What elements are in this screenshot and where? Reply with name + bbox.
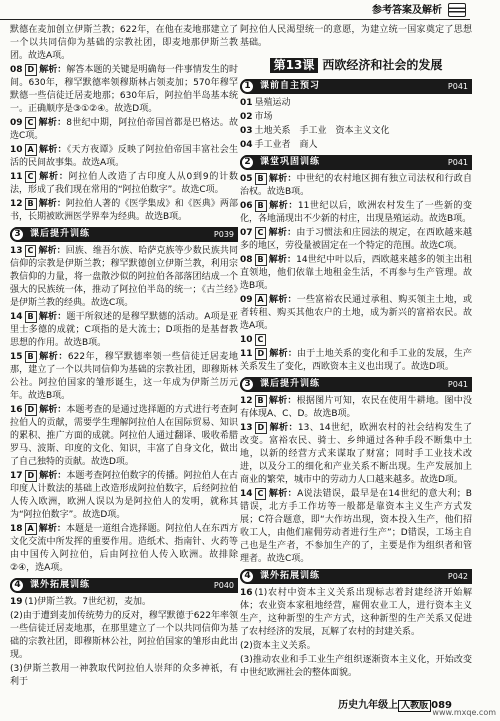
item-text: (3)推动农业和手工业生产组织逐渐资本主义化，开始改变中世纪欧洲社会的整体面貌。 <box>240 655 472 678</box>
analysis-label: 解析： <box>39 405 67 415</box>
answer-item <box>10 596 238 609</box>
answer-item <box>10 610 238 662</box>
answer-letter: D <box>25 404 38 416</box>
item-text: 根据图片可知，农民在使用牛耕地。图中没有体现A、C、D。故选B项。 <box>240 396 472 419</box>
section-page: P041 <box>447 158 468 167</box>
item-text: 本题考查的是通过选择题的方式进行考查阿拉伯人的贡献，需要学生理解阿拉伯人在国际贸易、知识的累积、推广方面的成就。阿拉伯人通过翻译、吸收希腊罗马、波斯、印度的文化、知识，丰富了自身文化，做出了自己独特的贡献。故选D项。 <box>10 405 238 467</box>
analysis-label: 解析： <box>39 471 67 481</box>
analysis-label: 解析： <box>38 524 66 534</box>
item-number: 13 <box>240 423 253 433</box>
section-banner <box>10 578 238 593</box>
item-text: 本题考查阿拉伯数字的传播。阿拉伯人在古印度人计数法的基础上改造形成阿拉伯数字，后经阿拉伯人传入欧洲，欧洲人误以为是阿拉伯人的发明，就称其为“阿拉伯数字”。故选D项。 <box>10 471 238 520</box>
item-number: 14 <box>10 312 23 322</box>
answer-item <box>10 144 238 170</box>
answer-item <box>240 488 472 566</box>
answer-letter: A <box>25 144 37 156</box>
left-column <box>10 24 238 690</box>
answer-letter: C <box>25 117 37 129</box>
item-text: 13、14世纪，欧洲农村的社会结构发生了改变。富裕农民、骑士、乡绅通过各种手段不断集中土地，以新的经营方式来谋取了财富；同时手工业技术改进，以及分工的细化和产业关系不断出现。生产发展加上商业的繁荣，城市中的劳动力人口越来越多。故选D项。 <box>240 423 472 485</box>
header-title: 参考答案及解析 <box>372 5 442 16</box>
answer-letter: C <box>255 334 267 346</box>
item-text: 《天方夜谭》反映了阿拉伯帝国丰富社会生活的民间故事集。故选A项。 <box>10 145 238 168</box>
right-column <box>240 24 472 681</box>
item-number: 08 <box>240 255 253 265</box>
section-label: 课堂巩固训练 <box>260 157 321 167</box>
item-text: (2)由于遭到麦加传统势力的反对，穆罕默德于622年率领一些信徒迁居麦地那，在那里建立了一个以共同信仰为基础的宗教社团，即穆斯林公社，阿拉伯国家的雏形由此出现。 <box>10 611 238 660</box>
footer-course: 历史九年级上 <box>338 700 399 711</box>
item-text: 由于土地关系的变化和手工业的发展，生产关系发生了变化，西欧资本主义也出现了。故选D项。 <box>240 349 472 372</box>
analysis-label: 解析： <box>268 228 297 238</box>
item-number: 18 <box>10 524 23 534</box>
item-number: 13 <box>10 246 23 256</box>
section-banner <box>240 155 472 170</box>
section-badge: 2 <box>240 155 255 170</box>
section-badge: 1 <box>240 79 255 94</box>
item-number: 17 <box>10 471 23 481</box>
item-text: 垦殖运动 <box>254 98 291 108</box>
answer-item <box>10 117 238 143</box>
item-text: 14世纪中叶以后，西欧越来越多的领主出租直领地，他们依靠土地租金生活，不再参与生产管理。故选B项。 <box>240 255 472 291</box>
section-badge: 3 <box>240 377 255 392</box>
analysis-label: 解析： <box>39 65 67 75</box>
answer-letter: B <box>255 395 267 407</box>
answer-letter: C <box>25 245 37 257</box>
page-header <box>0 0 500 22</box>
item-text: 622年，穆罕默德率领一些信徒迁居麦地那，建立了一个以共同信仰为基础的宗教社团，即穆斯林公社。阿拉伯国家的雏形诞生，这一年成为伊斯兰历元年。故选B项。 <box>10 352 238 401</box>
section-page: P041 <box>447 380 468 389</box>
item-text: 中世纪的农村地区拥有独立司法权和行政自治权。故选B项。 <box>240 174 472 197</box>
section-label: 课前自主预习 <box>260 81 321 91</box>
section-page: P039 <box>213 230 234 239</box>
item-text: 11世纪以后，欧洲农村发生了一些新的变化，各地涌现出不少新的村庄，出现垦殖运动。故选B项。 <box>240 201 472 224</box>
answer-letter: B <box>25 351 37 363</box>
answer-item <box>240 422 472 487</box>
item-text: (1)农村中资本主义关系出现标志着封建经济开始解体；农业资本家租地经营，雇佣农业工人，进行资本主义生产，这种新型的生产方式，这种新型的生产关系又促进了农村经济的发展，瓦解了农村的封建关系。 <box>240 588 472 637</box>
section-label: 课外拓展训练 <box>30 580 91 590</box>
item-text: (2)资本主义关系。 <box>240 641 316 651</box>
answer-item <box>240 111 472 124</box>
item-text: 回族、维吾尔族、哈萨克族等少数民族共同信仰的宗教是伊斯兰教；穆罕默德创立伊斯兰教，利用宗教信仰的力量，将一盘散沙似的阿拉伯各部落团结成一个强大的民族统一体，推动了阿拉伯半岛的统一；《古兰经》是伊斯兰教的经典。故选C项。 <box>10 246 238 308</box>
header-rule <box>0 19 470 20</box>
item-number: 15 <box>10 352 23 362</box>
item-text: 题干所叙述的是穆罕默德的活动。A项是亚里士多德的成就；C项指的是大流士；D项指的是基督教思想的作用。故选B项。 <box>10 312 238 348</box>
section-badge: 4 <box>240 569 255 584</box>
section-badge: 4 <box>10 578 25 593</box>
item-number: 14 <box>240 489 253 499</box>
item-text: 土地关系 手工业 资本主义文化 <box>254 126 390 136</box>
item-text: 一些富裕农民通过承租、购买领主土地，或者转租、购买其他农户的土地，成为新兴的富裕农民。故选A项。 <box>240 295 472 331</box>
item-number: 11 <box>10 172 23 182</box>
analysis-label: 解析： <box>38 145 67 155</box>
book-icon <box>448 3 466 17</box>
analysis-label: 解析： <box>38 118 67 128</box>
item-text: 由于习惯法和庄园法的规定，在西欧越来越多的地区，劳役量被固定在一个特定的范围。故选C项。 <box>240 228 472 251</box>
item-number: 06 <box>240 201 253 211</box>
answer-item <box>240 654 472 680</box>
answer-letter: D <box>25 470 38 482</box>
answer-item <box>240 395 472 421</box>
item-number: 12 <box>10 199 23 209</box>
footer-grade: 人教版 <box>398 700 431 712</box>
item-number: 16 <box>240 588 253 598</box>
answer-item <box>10 64 238 116</box>
item-number: 10 <box>10 145 23 155</box>
item-text: (3)伊斯兰教用一神教取代阿拉伯人崇拜的众多神祇，有利于 <box>10 664 238 687</box>
answer-item <box>240 587 472 639</box>
item-number: 16 <box>10 405 23 415</box>
answer-letter: D <box>255 348 268 360</box>
answer-item <box>10 470 238 522</box>
lesson-title <box>240 58 472 73</box>
watermark: www.mxqe.com <box>432 708 496 717</box>
answer-letter: C <box>25 171 37 183</box>
answer-item <box>10 311 238 350</box>
item-number: 02 <box>240 112 253 122</box>
answer-item <box>240 139 472 152</box>
answer-letter: D <box>25 64 38 76</box>
analysis-label: 解析： <box>38 172 69 182</box>
answer-letter: D <box>255 422 268 434</box>
answer-item <box>10 404 238 469</box>
section-banner <box>240 79 472 94</box>
item-text: 手工业者 商人 <box>254 140 318 150</box>
answer-item <box>240 97 472 110</box>
section-page: P042 <box>447 572 468 581</box>
analysis-label: 解析： <box>268 174 297 184</box>
item-number: 04 <box>240 140 253 150</box>
answer-letter: C <box>255 488 267 500</box>
section-label: 课后提升训练 <box>30 229 91 239</box>
analysis-label: 解析： <box>268 201 298 211</box>
analysis-label: 解析： <box>38 352 68 362</box>
answer-letter: B <box>25 311 37 323</box>
analysis-label: 解析： <box>268 255 297 265</box>
section-banner <box>240 569 472 584</box>
section-banner <box>10 227 238 242</box>
item-number: 07 <box>240 228 253 238</box>
answer-letter: C <box>255 227 267 239</box>
answer-item <box>10 523 238 575</box>
answer-item <box>240 334 472 347</box>
analysis-label: 解析： <box>268 295 297 305</box>
analysis-label: 解析： <box>269 349 298 359</box>
footer-page: 089 <box>431 700 452 711</box>
answer-item <box>240 227 472 253</box>
item-number: 01 <box>240 98 253 108</box>
answer-item <box>10 24 238 63</box>
item-number: 12 <box>240 396 253 406</box>
item-number: 09 <box>10 118 23 128</box>
item-number: 09 <box>240 295 253 305</box>
item-number: 10 <box>240 335 253 345</box>
analysis-label: 解析： <box>38 312 67 322</box>
answer-item <box>10 351 238 403</box>
section-page: P041 <box>447 82 468 91</box>
item-text: 解答本题的关键是明确每一件事情发生的时间。630年，穆罕默德率领穆斯林占领麦加；570年穆罕默德一些信徒迁居麦地那；630年后，阿拉伯半岛基本统一。正确顺序是③①②④。故选D项。 <box>10 65 238 114</box>
item-number: 08 <box>10 65 23 75</box>
answer-item <box>240 294 472 333</box>
answer-item <box>240 24 472 50</box>
item-number: 05 <box>240 174 253 184</box>
answer-item <box>10 245 238 310</box>
answer-item <box>10 171 238 197</box>
item-text: 阿拉伯人民渴望统一的意愿，为建立统一国家奠定了思想基础。 <box>240 25 472 48</box>
analysis-label: 解析： <box>268 489 298 499</box>
item-text: 8世纪中期，阿拉伯帝国首都是巴格达。故选C项。 <box>10 118 238 141</box>
answer-item <box>240 348 472 374</box>
item-number: 19 <box>10 597 23 607</box>
section-badge: 3 <box>10 227 25 242</box>
item-number: 03 <box>240 126 253 136</box>
answer-letter: B <box>255 173 267 185</box>
item-text: 默德在麦加创立伊斯兰教；622年，在他在麦地那建立了一个以共同信仰为基础的宗教社团，即麦地那伊斯兰教团。故选A项。 <box>10 25 238 61</box>
answer-letter: B <box>255 254 267 266</box>
answer-letter: B <box>25 198 37 210</box>
section-page: P040 <box>213 581 234 590</box>
analysis-label: 解析： <box>269 423 298 433</box>
section-label: 课外拓展训练 <box>260 571 321 581</box>
item-text: 阿拉伯人著的《医学集成》和《医典》两部书，长期被欧洲医学界奉为经典。故选B项。 <box>10 199 238 222</box>
answer-item <box>240 254 472 293</box>
answer-item <box>240 173 472 199</box>
answer-item <box>240 125 472 138</box>
lesson-number: 第13课 <box>270 58 319 73</box>
item-text: A说法错误，最早是在14世纪的意大利；B错误，北方手工作坊等一般都是靠资本主义生产方式发展；C符合题意，即“大作坊出现，资本投入生产，他们招收工人，由他们雇佣劳动者进行生产”；D错误，工场主自己也是生产者，不参加生产的了，主要是作为组织者和管理者。故选C项。 <box>240 489 472 564</box>
section-banner <box>240 377 472 392</box>
analysis-label: 解析： <box>38 199 66 209</box>
answer-item <box>10 198 238 224</box>
item-number: 11 <box>240 349 253 359</box>
item-text: 本题是一道组合选择题。阿拉伯人在东西方文化交流中所发挥的重要作用。造纸术、指南针、火药等由中国传入阿拉伯，后由阿拉伯人传入欧洲。故排除②④，选A项。 <box>10 524 238 573</box>
analysis-label: 解析： <box>38 246 66 256</box>
answer-letter: B <box>255 200 267 212</box>
answer-item <box>10 663 238 689</box>
answer-letter: A <box>25 523 37 535</box>
lesson-name: 西欧经济和社会的发展 <box>322 58 443 72</box>
answer-item <box>240 640 472 653</box>
analysis-label: 解析： <box>268 396 297 406</box>
section-label: 课后提升训练 <box>260 379 321 389</box>
item-text: 阿拉伯人改造了古印度人从0到9的计数法，形成了我们现在常用的“阿拉伯数字”。故选C项。 <box>10 172 238 195</box>
answer-item <box>240 200 472 226</box>
answer-letter: A <box>255 294 267 306</box>
item-text: (1)伊斯兰教。7世纪初，麦加。 <box>24 597 152 607</box>
item-text: 市场 <box>254 112 273 122</box>
